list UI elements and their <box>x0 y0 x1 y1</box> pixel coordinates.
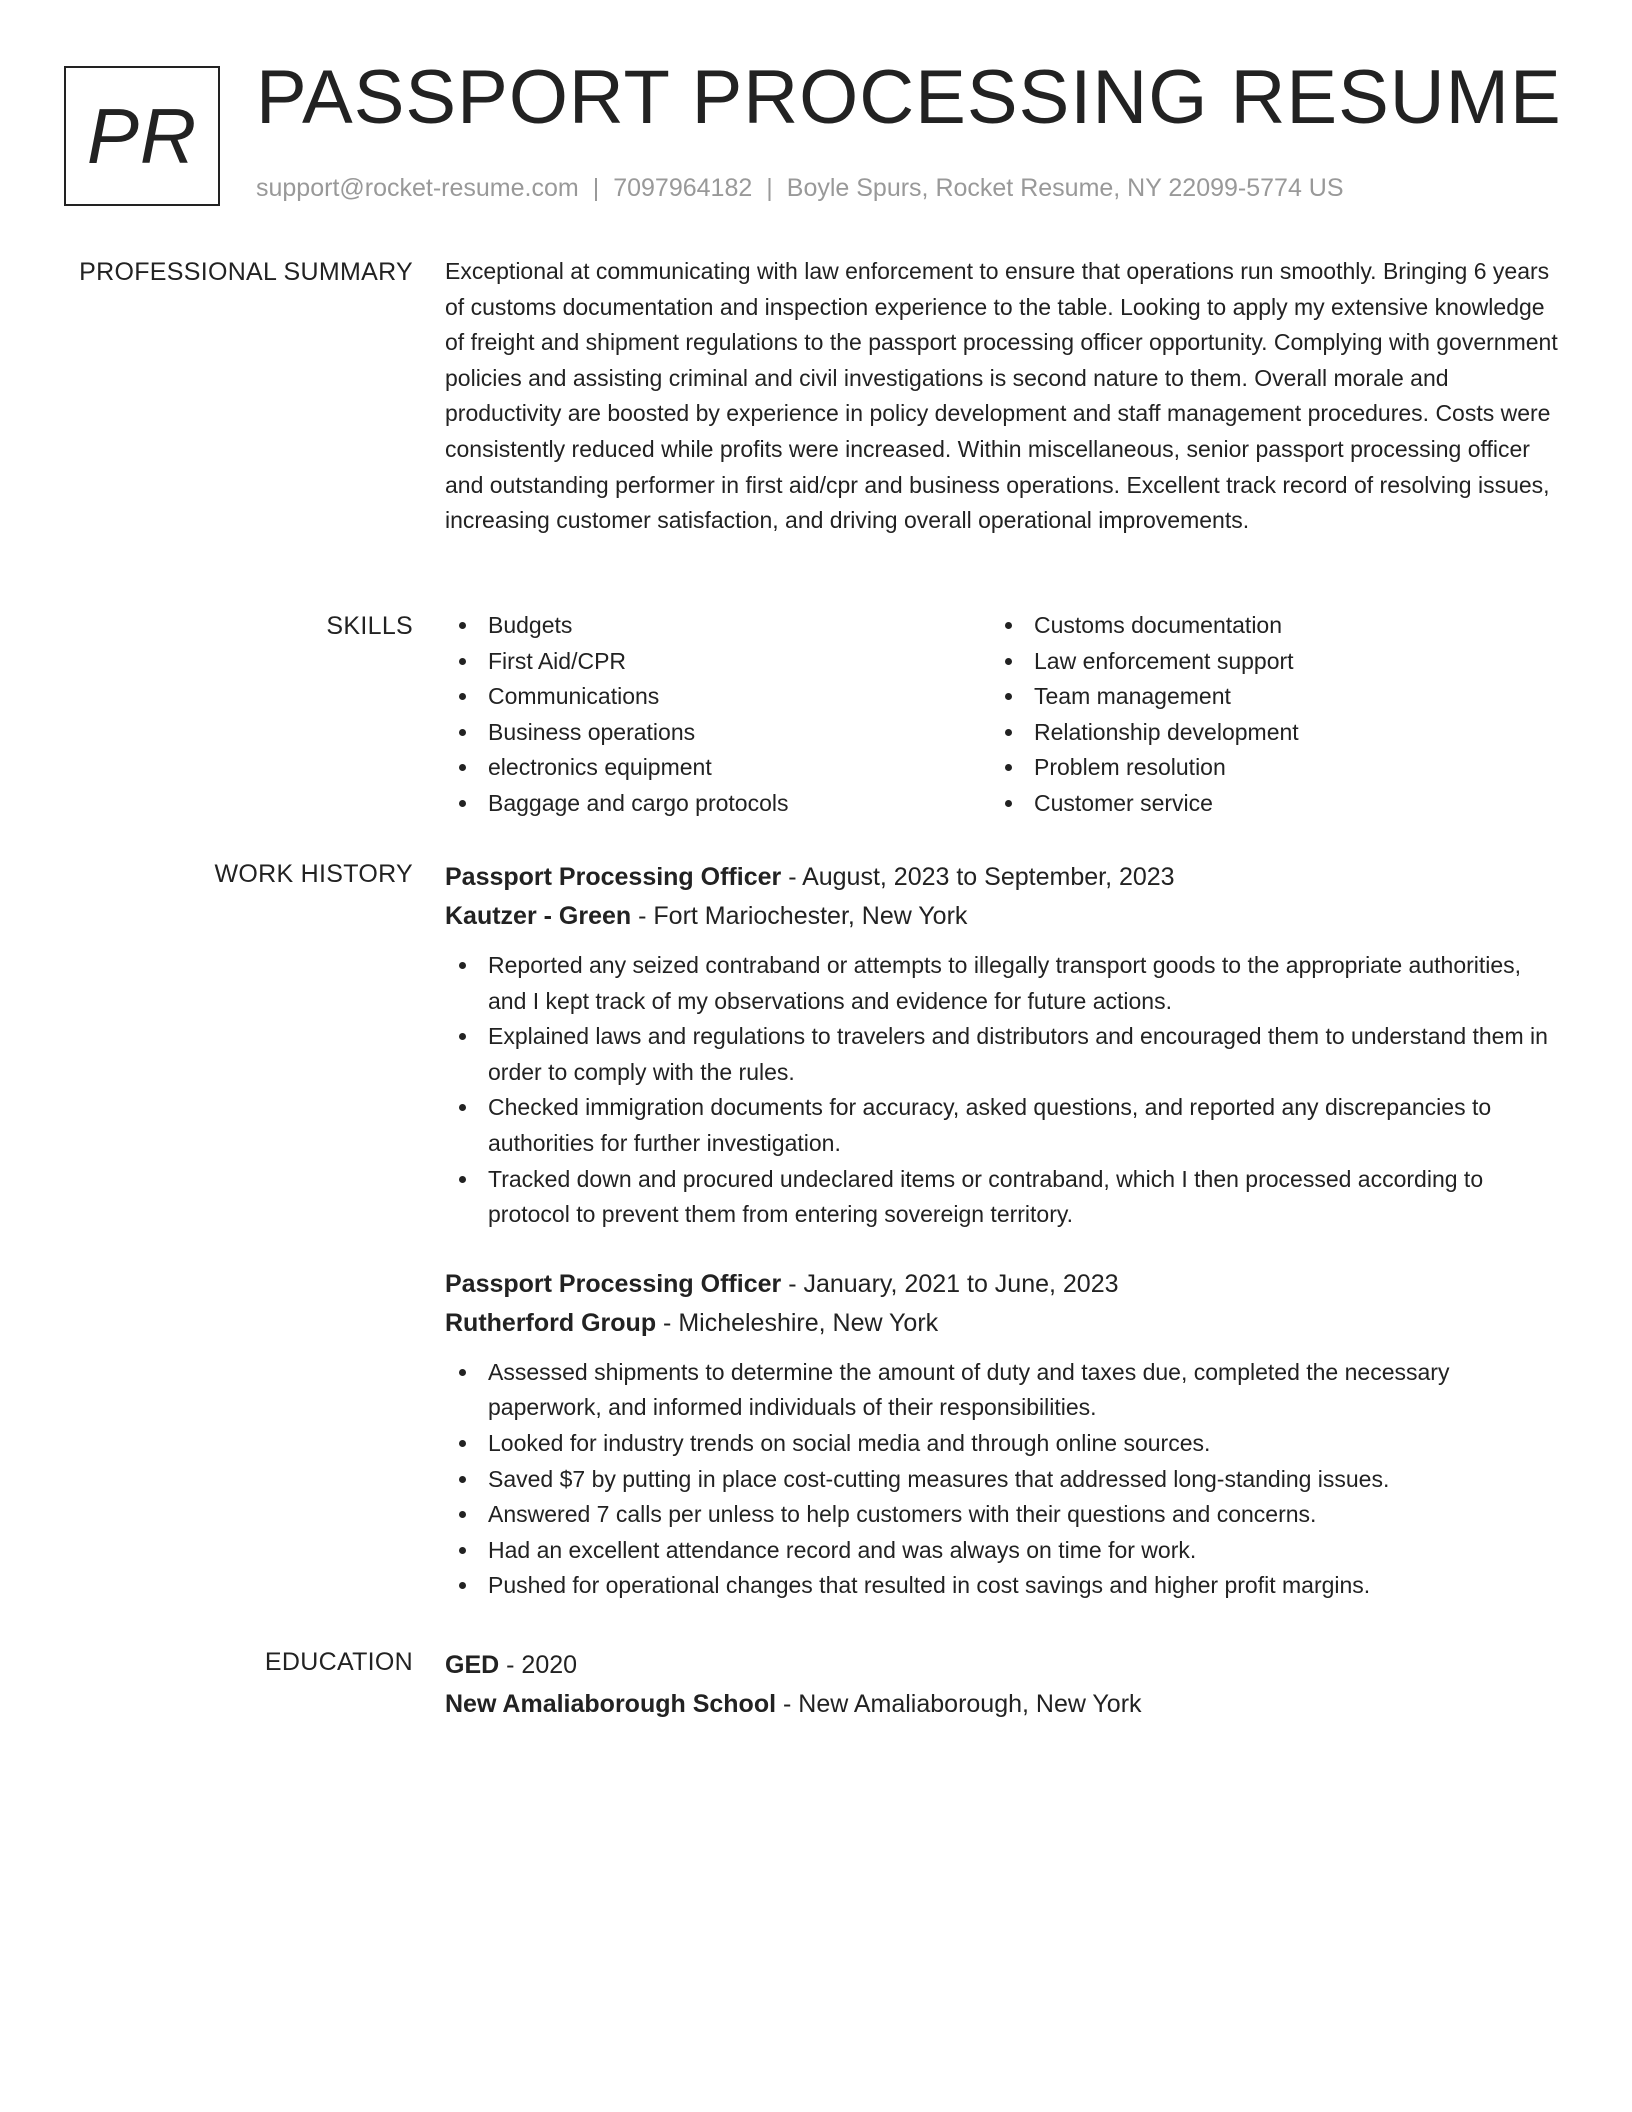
skill-item: Budgets <box>445 608 991 644</box>
job-entry <box>445 1265 1563 1604</box>
skill-item: Problem resolution <box>991 750 1537 786</box>
education-body <box>445 1646 1563 1724</box>
skill-item: electronics equipment <box>445 750 991 786</box>
contact-email: support@rocket-resume.com <box>256 174 579 202</box>
job-company-line <box>445 1304 1563 1343</box>
skill-item: Customs documentation <box>991 608 1537 644</box>
skills-list-left <box>445 608 991 822</box>
job-company-line <box>445 897 1563 936</box>
summary-text: Exceptional at communicating with law enforcement to ensure that operations run smoothly. Bringing 6 years of customs documentation and inspection experience to the table. Looking to apply my extensive knowledge of freight and shipment regulations to the passport processing officer opportunity. Complying with government policies and assisting criminal and civil investigations is second nature to them. Overall morale and productivity are boosted by experience in policy development and staff management procedures. Costs were consistently reduced while profits were increased. Within miscellaneous, senior passport processing officer and outstanding performer in first aid/cpr and business operations. Excellent track record of resolving issues, increasing customer satisfaction, and driving overall operational improvements. <box>445 258 1558 534</box>
school-line <box>445 1685 1563 1724</box>
job-bullet: Reported any seized contraband or attempts to illegally transport goods to the appropriate authorities, and I kept track of my observations and evidence for future actions. <box>445 948 1563 1019</box>
work-history-heading: WORK HISTORY <box>214 860 413 888</box>
school-name: New Amaliaborough School <box>445 1690 777 1718</box>
contact-separator: | <box>766 174 773 202</box>
job-title: Passport Processing Officer <box>445 1269 782 1298</box>
job-bullet-list <box>445 1355 1563 1604</box>
job-bullet: Answered 7 calls per unless to help customers with their questions and concerns. <box>445 1497 1563 1533</box>
job-location: - Fort Mariochester, New York <box>638 902 968 930</box>
job-location: - Micheleshire, New York <box>663 1308 939 1337</box>
summary-heading: PROFESSIONAL SUMMARY <box>79 258 413 286</box>
contact-phone: 7097964182 <box>613 174 753 202</box>
job-title-line <box>445 1265 1563 1304</box>
skill-item: Team management <box>991 679 1537 715</box>
job-bullet: Looked for industry trends on social media and through online sources. <box>445 1426 1563 1462</box>
skill-item: Business operations <box>445 715 991 751</box>
job-bullet: Had an excellent attendance record and was always on time for work. <box>445 1533 1563 1569</box>
skills-heading: SKILLS <box>326 612 413 640</box>
contact-line <box>256 174 1344 203</box>
education-heading: EDUCATION <box>264 1648 413 1676</box>
job-company: Kautzer - Green <box>445 902 632 930</box>
skill-item: First Aid/CPR <box>445 644 991 680</box>
job-bullet: Pushed for operational changes that resulted in cost savings and higher profit margins. <box>445 1568 1563 1604</box>
job-dates: - January, 2021 to June, 2023 <box>788 1269 1119 1298</box>
monogram-logo: PR <box>64 66 220 206</box>
skill-item: Baggage and cargo protocols <box>445 786 991 822</box>
skill-item: Communications <box>445 679 991 715</box>
job-bullet: Tracked down and procured undeclared items or contraband, which I then processed according to protocol to prevent them from entering sovereign territory. <box>445 1162 1563 1233</box>
degree-line <box>445 1646 1563 1685</box>
skill-item: Customer service <box>991 786 1537 822</box>
school-location: - New Amaliaborough, New York <box>783 1690 1142 1718</box>
skills-body <box>445 608 1563 822</box>
job-title: Passport Processing Officer <box>445 863 782 891</box>
degree-year: - 2020 <box>506 1651 578 1679</box>
job-bullet: Explained laws and regulations to travelers and distributors and encouraged them to understand them in order to comply with the rules. <box>445 1019 1563 1090</box>
skill-item: Relationship development <box>991 715 1537 751</box>
degree: GED <box>445 1651 500 1679</box>
resume-title: PASSPORT PROCESSING RESUME <box>256 55 1562 140</box>
skills-list-right <box>991 608 1537 822</box>
summary-body <box>445 254 1563 539</box>
job-title-line <box>445 858 1563 897</box>
job-bullet: Saved $7 by putting in place cost-cutting measures that addressed long-standing issues. <box>445 1462 1563 1498</box>
skill-item: Law enforcement support <box>991 644 1537 680</box>
job-dates: - August, 2023 to September, 2023 <box>788 863 1175 891</box>
job-bullet: Checked immigration documents for accuracy, asked questions, and reported any discrepancies to authorities for further investigation. <box>445 1090 1563 1161</box>
job-bullet: Assessed shipments to determine the amount of duty and taxes due, completed the necessary paperwork, and informed individuals of their responsibilities. <box>445 1355 1563 1426</box>
job-bullet-list <box>445 948 1563 1233</box>
contact-separator: | <box>592 174 600 202</box>
job-entry <box>445 858 1563 1233</box>
contact-address: Boyle Spurs, Rocket Resume, NY 22099-5774 US <box>786 174 1344 202</box>
job-company: Rutherford Group <box>445 1308 657 1337</box>
work-history-body <box>445 858 1563 1604</box>
